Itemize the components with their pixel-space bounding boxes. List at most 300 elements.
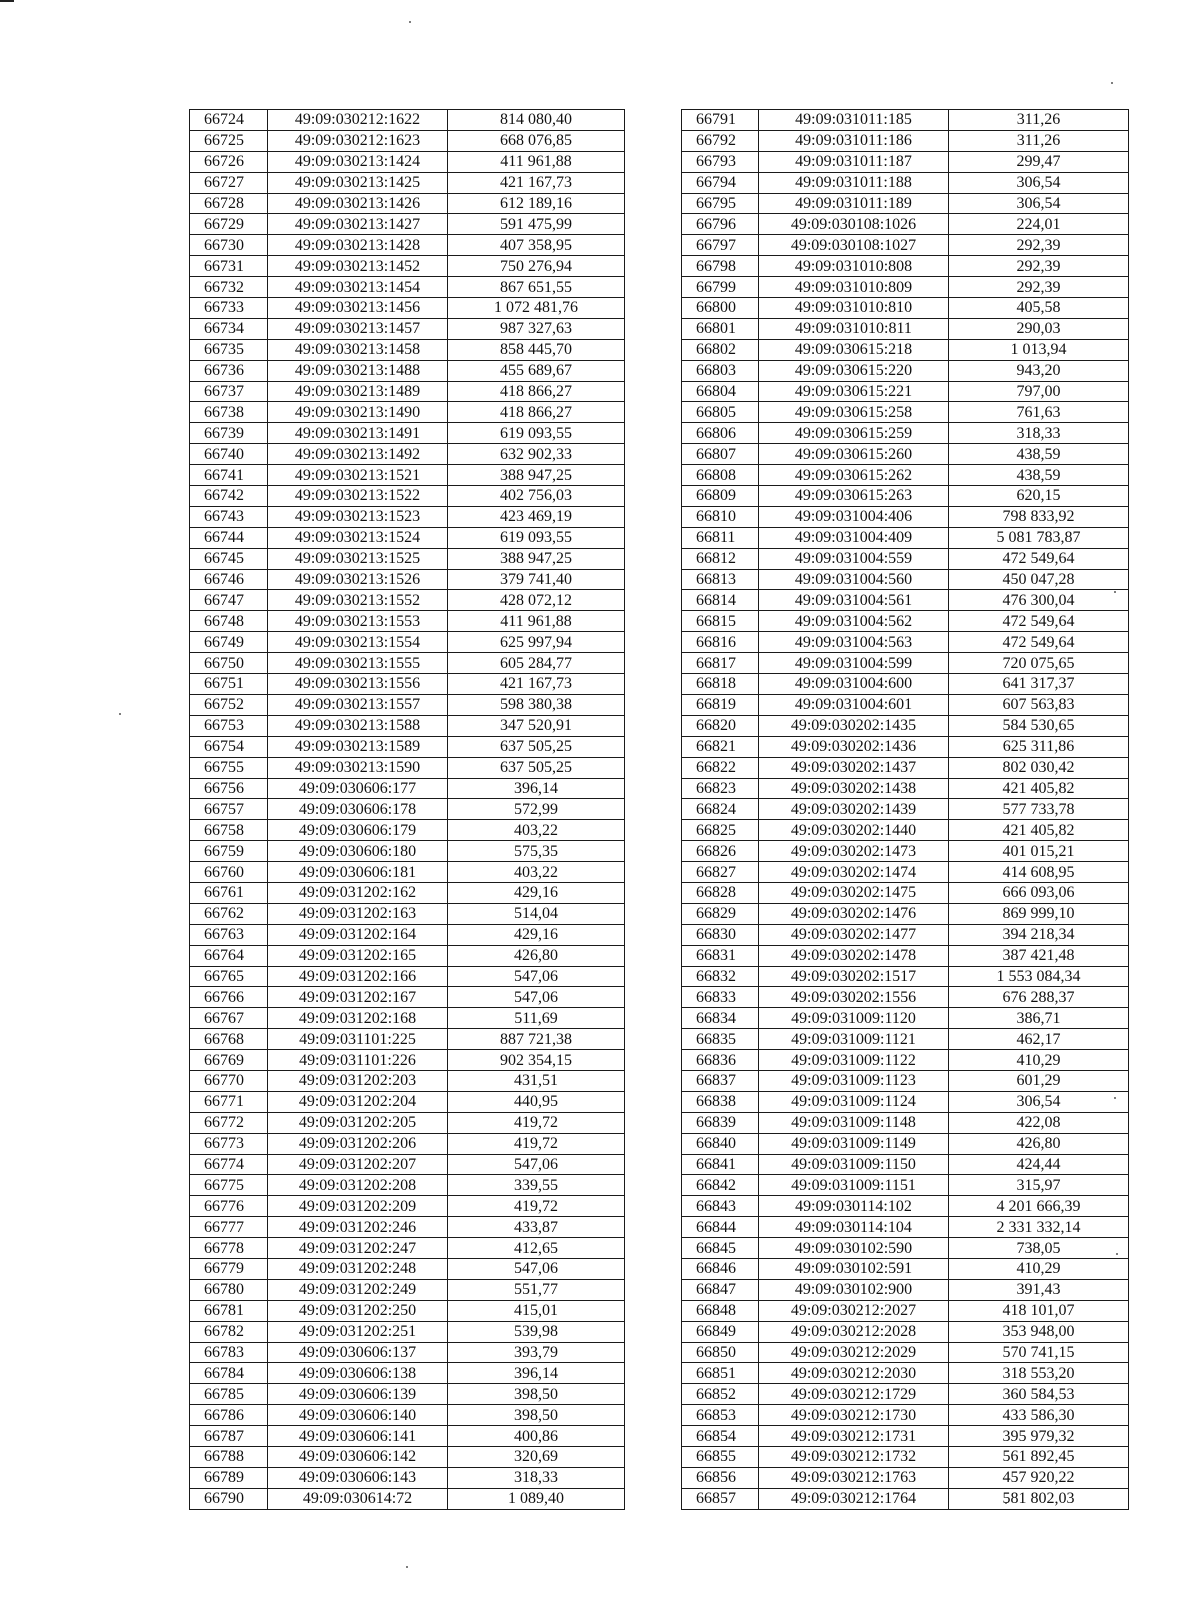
cadastral-number: 49:09:031202:165 [268, 945, 448, 966]
row-number: 66760 [190, 862, 268, 883]
table-row [682, 924, 1129, 945]
table-row [682, 966, 1129, 987]
cadastral-number: 49:09:030212:2027 [759, 1300, 949, 1321]
row-number: 66776 [190, 1196, 268, 1217]
cadastral-value: 867 651,55 [448, 277, 625, 298]
cadastral-number: 49:09:030114:104 [759, 1217, 949, 1238]
cadastral-value: 419,72 [448, 1112, 625, 1133]
cadastral-number: 49:09:030213:1427 [268, 214, 448, 235]
cadastral-number: 49:09:031010:808 [759, 256, 949, 277]
cadastral-value: 410,29 [949, 1258, 1129, 1279]
table-row [682, 465, 1129, 486]
cadastral-value: 360 584,53 [949, 1384, 1129, 1405]
cadastral-number: 49:09:031202:166 [268, 966, 448, 987]
row-number: 66763 [190, 924, 268, 945]
cadastral-number: 49:09:030202:1473 [759, 841, 949, 862]
table-row [682, 882, 1129, 903]
cadastral-number: 49:09:031009:1121 [759, 1029, 949, 1050]
table-row [190, 987, 625, 1008]
cadastral-value: 433,87 [448, 1217, 625, 1238]
table-row [190, 1070, 625, 1091]
table-row [682, 1488, 1129, 1509]
table-row [190, 1467, 625, 1488]
cadastral-value: 290,03 [949, 318, 1129, 339]
cadastral-value: 605 284,77 [448, 653, 625, 674]
row-number: 66835 [682, 1029, 759, 1050]
cadastral-value: 637 505,25 [448, 757, 625, 778]
row-number: 66819 [682, 694, 759, 715]
cadastral-value: 429,16 [448, 882, 625, 903]
table-row [190, 277, 625, 298]
cadastral-number: 49:09:030202:1437 [759, 757, 949, 778]
table-row [682, 1342, 1129, 1363]
cadastral-number: 49:09:031202:207 [268, 1154, 448, 1175]
cadastral-value: 292,39 [949, 256, 1129, 277]
row-number: 66850 [682, 1342, 759, 1363]
table-row [682, 1238, 1129, 1259]
row-number: 66781 [190, 1300, 268, 1321]
row-number: 66769 [190, 1050, 268, 1071]
cadastral-value: 400,86 [448, 1426, 625, 1447]
cadastral-number: 49:09:031004:600 [759, 674, 949, 695]
row-number: 66831 [682, 945, 759, 966]
cadastral-value: 379 741,40 [448, 569, 625, 590]
table-row [682, 736, 1129, 757]
table-row [190, 1279, 625, 1300]
table-row [190, 715, 625, 736]
cadastral-number: 49:09:030606:139 [268, 1384, 448, 1405]
cadastral-number: 49:09:030202:1435 [759, 715, 949, 736]
cadastral-number: 49:09:030202:1439 [759, 799, 949, 820]
row-number: 66764 [190, 945, 268, 966]
row-number: 66757 [190, 799, 268, 820]
table-row [190, 548, 625, 569]
table-row [190, 130, 625, 151]
cadastral-number: 49:09:030606:140 [268, 1405, 448, 1426]
cadastral-value: 398,50 [448, 1405, 625, 1426]
table-row [682, 1467, 1129, 1488]
cadastral-value: 421 167,73 [448, 172, 625, 193]
row-number: 66854 [682, 1426, 759, 1447]
row-number: 66857 [682, 1488, 759, 1509]
table-row [190, 1488, 625, 1509]
cadastral-value: 625 311,86 [949, 736, 1129, 757]
cadastral-number: 49:09:030202:1438 [759, 778, 949, 799]
table-row [682, 1175, 1129, 1196]
cadastral-value: 619 093,55 [448, 423, 625, 444]
cadastral-value: 668 076,85 [448, 130, 625, 151]
row-number: 66829 [682, 903, 759, 924]
table-row [190, 1008, 625, 1029]
row-number: 66740 [190, 444, 268, 465]
cadastral-number: 49:09:030606:181 [268, 862, 448, 883]
row-number: 66836 [682, 1050, 759, 1071]
cadastral-value: 5 081 783,87 [949, 527, 1129, 548]
row-number: 66849 [682, 1321, 759, 1342]
row-number: 66797 [682, 235, 759, 256]
table-row [682, 1070, 1129, 1091]
row-number: 66810 [682, 506, 759, 527]
table-row [682, 1384, 1129, 1405]
table-row [190, 820, 625, 841]
table-row [190, 1091, 625, 1112]
cadastral-value: 511,69 [448, 1008, 625, 1029]
cadastral-number: 49:09:030213:1522 [268, 486, 448, 507]
cadastral-number: 49:09:030606:143 [268, 1467, 448, 1488]
table-row [682, 841, 1129, 862]
row-number: 66828 [682, 882, 759, 903]
row-number: 66766 [190, 987, 268, 1008]
cadastral-value: 539,98 [448, 1321, 625, 1342]
row-number: 66738 [190, 402, 268, 423]
row-number: 66729 [190, 214, 268, 235]
cadastral-value: 318,33 [448, 1467, 625, 1488]
cadastral-value: 405,58 [949, 298, 1129, 319]
row-number: 66759 [190, 841, 268, 862]
table-row [682, 987, 1129, 1008]
cadastral-value: 394 218,34 [949, 924, 1129, 945]
cadastral-number: 49:09:031004:562 [759, 611, 949, 632]
row-number: 66743 [190, 506, 268, 527]
table-row [190, 632, 625, 653]
cadastral-value: 472 549,64 [949, 611, 1129, 632]
row-number: 66809 [682, 486, 759, 507]
table-row [682, 1050, 1129, 1071]
cadastral-value: 1 072 481,76 [448, 298, 625, 319]
row-number: 66817 [682, 653, 759, 674]
table-row [190, 214, 625, 235]
cadastral-value: 422,08 [949, 1112, 1129, 1133]
row-number: 66753 [190, 715, 268, 736]
table-row [682, 339, 1129, 360]
table-row [682, 1300, 1129, 1321]
cadastral-value: 421 167,73 [448, 674, 625, 695]
table-row [190, 903, 625, 924]
cadastral-value: 428 072,12 [448, 590, 625, 611]
cadastral-number: 49:09:030213:1426 [268, 193, 448, 214]
cadastral-value: 411 961,88 [448, 611, 625, 632]
cadastral-value: 798 833,92 [949, 506, 1129, 527]
row-number: 66732 [190, 277, 268, 298]
cadastral-value: 431,51 [448, 1070, 625, 1091]
cadastral-value: 433 586,30 [949, 1405, 1129, 1426]
table-row [190, 256, 625, 277]
table-row [190, 360, 625, 381]
cadastral-value: 1 013,94 [949, 339, 1129, 360]
row-number: 66765 [190, 966, 268, 987]
registry-table-right-body [682, 110, 1129, 1510]
row-number: 66789 [190, 1467, 268, 1488]
cadastral-number: 49:09:031010:810 [759, 298, 949, 319]
cadastral-number: 49:09:031202:206 [268, 1133, 448, 1154]
registry-table-right [681, 109, 1129, 1510]
row-number: 66786 [190, 1405, 268, 1426]
table-row [682, 903, 1129, 924]
row-number: 66838 [682, 1091, 759, 1112]
cadastral-value: 292,39 [949, 235, 1129, 256]
cadastral-number: 49:09:031009:1148 [759, 1112, 949, 1133]
cadastral-value: 315,97 [949, 1175, 1129, 1196]
cadastral-number: 49:09:030615:221 [759, 381, 949, 402]
cadastral-number: 49:09:030212:1730 [759, 1405, 949, 1426]
row-number: 66807 [682, 444, 759, 465]
row-number: 66848 [682, 1300, 759, 1321]
cadastral-number: 49:09:030212:1729 [759, 1384, 949, 1405]
cadastral-number: 49:09:031009:1149 [759, 1133, 949, 1154]
cadastral-value: 619 093,55 [448, 527, 625, 548]
cadastral-number: 49:09:031202:246 [268, 1217, 448, 1238]
table-row [190, 1384, 625, 1405]
row-number: 66749 [190, 632, 268, 653]
row-number: 66755 [190, 757, 268, 778]
cadastral-number: 49:09:030102:591 [759, 1258, 949, 1279]
row-number: 66724 [190, 110, 268, 131]
cadastral-value: 440,95 [448, 1091, 625, 1112]
row-number: 66767 [190, 1008, 268, 1029]
cadastral-number: 49:09:030213:1590 [268, 757, 448, 778]
table-row [682, 569, 1129, 590]
cadastral-value: 987 327,63 [448, 318, 625, 339]
table-row [682, 1091, 1129, 1112]
row-number: 66837 [682, 1070, 759, 1091]
row-number: 66742 [190, 486, 268, 507]
table-row [190, 1154, 625, 1175]
table-row [190, 1321, 625, 1342]
cadastral-value: 4 201 666,39 [949, 1196, 1129, 1217]
table-row [682, 360, 1129, 381]
cadastral-number: 49:09:031202:204 [268, 1091, 448, 1112]
cadastral-value: 620,15 [949, 486, 1129, 507]
cadastral-value: 396,14 [448, 778, 625, 799]
cadastral-number: 49:09:031011:185 [759, 110, 949, 131]
cadastral-value: 472 549,64 [949, 548, 1129, 569]
table-row [190, 1175, 625, 1196]
cadastral-number: 49:09:030213:1523 [268, 506, 448, 527]
cadastral-number: 49:09:030213:1557 [268, 694, 448, 715]
table-row [682, 674, 1129, 695]
cadastral-value: 396,14 [448, 1363, 625, 1384]
cadastral-value: 388 947,25 [448, 465, 625, 486]
cadastral-number: 49:09:031004:599 [759, 653, 949, 674]
table-row [190, 1405, 625, 1426]
row-number: 66784 [190, 1363, 268, 1384]
cadastral-value: 387 421,48 [949, 945, 1129, 966]
row-number: 66796 [682, 214, 759, 235]
table-row [190, 966, 625, 987]
cadastral-number: 49:09:031011:189 [759, 193, 949, 214]
cadastral-value: 814 080,40 [448, 110, 625, 131]
cadastral-number: 49:09:030606:138 [268, 1363, 448, 1384]
cadastral-value: 415,01 [448, 1300, 625, 1321]
cadastral-value: 388 947,25 [448, 548, 625, 569]
table-row [682, 778, 1129, 799]
cadastral-value: 353 948,00 [949, 1321, 1129, 1342]
cadastral-number: 49:09:030202:1477 [759, 924, 949, 945]
cadastral-value: 902 354,15 [448, 1050, 625, 1071]
cadastral-value: 311,26 [949, 110, 1129, 131]
cadastral-number: 49:09:030202:1517 [759, 966, 949, 987]
cadastral-value: 410,29 [949, 1050, 1129, 1071]
row-number: 66739 [190, 423, 268, 444]
row-number: 66823 [682, 778, 759, 799]
cadastral-number: 49:09:030213:1491 [268, 423, 448, 444]
row-number: 66745 [190, 548, 268, 569]
table-row [682, 506, 1129, 527]
table-row [190, 151, 625, 172]
table-row [190, 235, 625, 256]
cadastral-number: 49:09:030615:262 [759, 465, 949, 486]
cadastral-number: 49:09:031009:1150 [759, 1154, 949, 1175]
cadastral-number: 49:09:030102:590 [759, 1238, 949, 1259]
table-row [190, 465, 625, 486]
row-number: 66812 [682, 548, 759, 569]
table-row [682, 527, 1129, 548]
cadastral-value: 591 475,99 [448, 214, 625, 235]
cadastral-number: 49:09:030213:1490 [268, 402, 448, 423]
table-row [682, 548, 1129, 569]
row-number: 66792 [682, 130, 759, 151]
table-row [682, 151, 1129, 172]
row-number: 66825 [682, 820, 759, 841]
table-row [682, 1133, 1129, 1154]
cadastral-value: 666 093,06 [949, 882, 1129, 903]
cadastral-number: 49:09:030213:1488 [268, 360, 448, 381]
cadastral-value: 797,00 [949, 381, 1129, 402]
cadastral-value: 407 358,95 [448, 235, 625, 256]
row-number: 66834 [682, 1008, 759, 1029]
cadastral-number: 49:09:030202:1474 [759, 862, 949, 883]
table-row [682, 632, 1129, 653]
cadastral-number: 49:09:030213:1456 [268, 298, 448, 319]
row-number: 66827 [682, 862, 759, 883]
cadastral-number: 49:09:030615:218 [759, 339, 949, 360]
cadastral-number: 49:09:031004:563 [759, 632, 949, 653]
table-row [190, 945, 625, 966]
scan-speck [1111, 82, 1113, 84]
table-row [190, 402, 625, 423]
row-number: 66824 [682, 799, 759, 820]
cadastral-number: 49:09:030213:1554 [268, 632, 448, 653]
registry-table-left-body [190, 110, 625, 1510]
cadastral-number: 49:09:030212:2030 [759, 1363, 949, 1384]
cadastral-value: 395 979,32 [949, 1426, 1129, 1447]
cadastral-value: 575,35 [448, 841, 625, 862]
cadastral-value: 411 961,88 [448, 151, 625, 172]
table-row [682, 256, 1129, 277]
table-row [190, 1426, 625, 1447]
cadastral-number: 49:09:030615:220 [759, 360, 949, 381]
cadastral-value: 418 866,27 [448, 402, 625, 423]
table-row [190, 1300, 625, 1321]
cadastral-number: 49:09:030212:1622 [268, 110, 448, 131]
cadastral-number: 49:09:031010:809 [759, 277, 949, 298]
cadastral-number: 49:09:030606:141 [268, 1426, 448, 1447]
table-row [682, 235, 1129, 256]
row-number: 66771 [190, 1091, 268, 1112]
table-row [682, 1405, 1129, 1426]
row-number: 66840 [682, 1133, 759, 1154]
scan-edge-mark [0, 0, 14, 2]
cadastral-value: 584 530,65 [949, 715, 1129, 736]
cadastral-value: 412,65 [448, 1238, 625, 1259]
table-row [682, 486, 1129, 507]
cadastral-number: 49:09:031101:226 [268, 1050, 448, 1071]
row-number: 66730 [190, 235, 268, 256]
cadastral-value: 455 689,67 [448, 360, 625, 381]
table-row [190, 506, 625, 527]
table-row [190, 444, 625, 465]
cadastral-number: 49:09:031009:1120 [759, 1008, 949, 1029]
table-row [682, 130, 1129, 151]
cadastral-value: 429,16 [448, 924, 625, 945]
cadastral-number: 49:09:030202:1475 [759, 882, 949, 903]
row-number: 66805 [682, 402, 759, 423]
table-row [190, 172, 625, 193]
cadastral-number: 49:09:031202:249 [268, 1279, 448, 1300]
cadastral-value: 386,71 [949, 1008, 1129, 1029]
cadastral-value: 720 075,65 [949, 653, 1129, 674]
cadastral-number: 49:09:030202:1476 [759, 903, 949, 924]
row-number: 66833 [682, 987, 759, 1008]
row-number: 66801 [682, 318, 759, 339]
table-row [682, 1154, 1129, 1175]
table-row [682, 423, 1129, 444]
table-row [190, 1342, 625, 1363]
cadastral-number: 49:09:030213:1521 [268, 465, 448, 486]
cadastral-number: 49:09:030213:1457 [268, 318, 448, 339]
cadastral-number: 49:09:031202:162 [268, 882, 448, 903]
table-row [190, 1133, 625, 1154]
table-row [190, 569, 625, 590]
cadastral-number: 49:09:031004:559 [759, 548, 949, 569]
table-row [682, 653, 1129, 674]
row-number: 66777 [190, 1217, 268, 1238]
table-row [190, 423, 625, 444]
scan-speck [409, 21, 411, 23]
table-row [190, 611, 625, 632]
registry-table-left [189, 109, 625, 1510]
cadastral-number: 49:09:030202:1556 [759, 987, 949, 1008]
cadastral-value: 391,43 [949, 1279, 1129, 1300]
table-row [190, 193, 625, 214]
table-row [682, 757, 1129, 778]
table-row [682, 1426, 1129, 1447]
table-row [682, 172, 1129, 193]
cadastral-number: 49:09:030615:263 [759, 486, 949, 507]
cadastral-value: 306,54 [949, 1091, 1129, 1112]
cadastral-number: 49:09:031004:601 [759, 694, 949, 715]
table-row [190, 841, 625, 862]
row-number: 66735 [190, 339, 268, 360]
table-row [190, 318, 625, 339]
row-number: 66822 [682, 757, 759, 778]
row-number: 66734 [190, 318, 268, 339]
cadastral-value: 426,80 [448, 945, 625, 966]
cadastral-value: 858 445,70 [448, 339, 625, 360]
cadastral-number: 49:09:030108:1027 [759, 235, 949, 256]
cadastral-value: 426,80 [949, 1133, 1129, 1154]
cadastral-number: 49:09:031202:247 [268, 1238, 448, 1259]
cadastral-value: 869 999,10 [949, 903, 1129, 924]
table-row [190, 924, 625, 945]
cadastral-number: 49:09:030202:1436 [759, 736, 949, 757]
cadastral-value: 802 030,42 [949, 757, 1129, 778]
cadastral-value: 598 380,38 [448, 694, 625, 715]
cadastral-number: 49:09:030102:900 [759, 1279, 949, 1300]
cadastral-value: 514,04 [448, 903, 625, 924]
scan-speck [119, 713, 121, 715]
row-number: 66780 [190, 1279, 268, 1300]
